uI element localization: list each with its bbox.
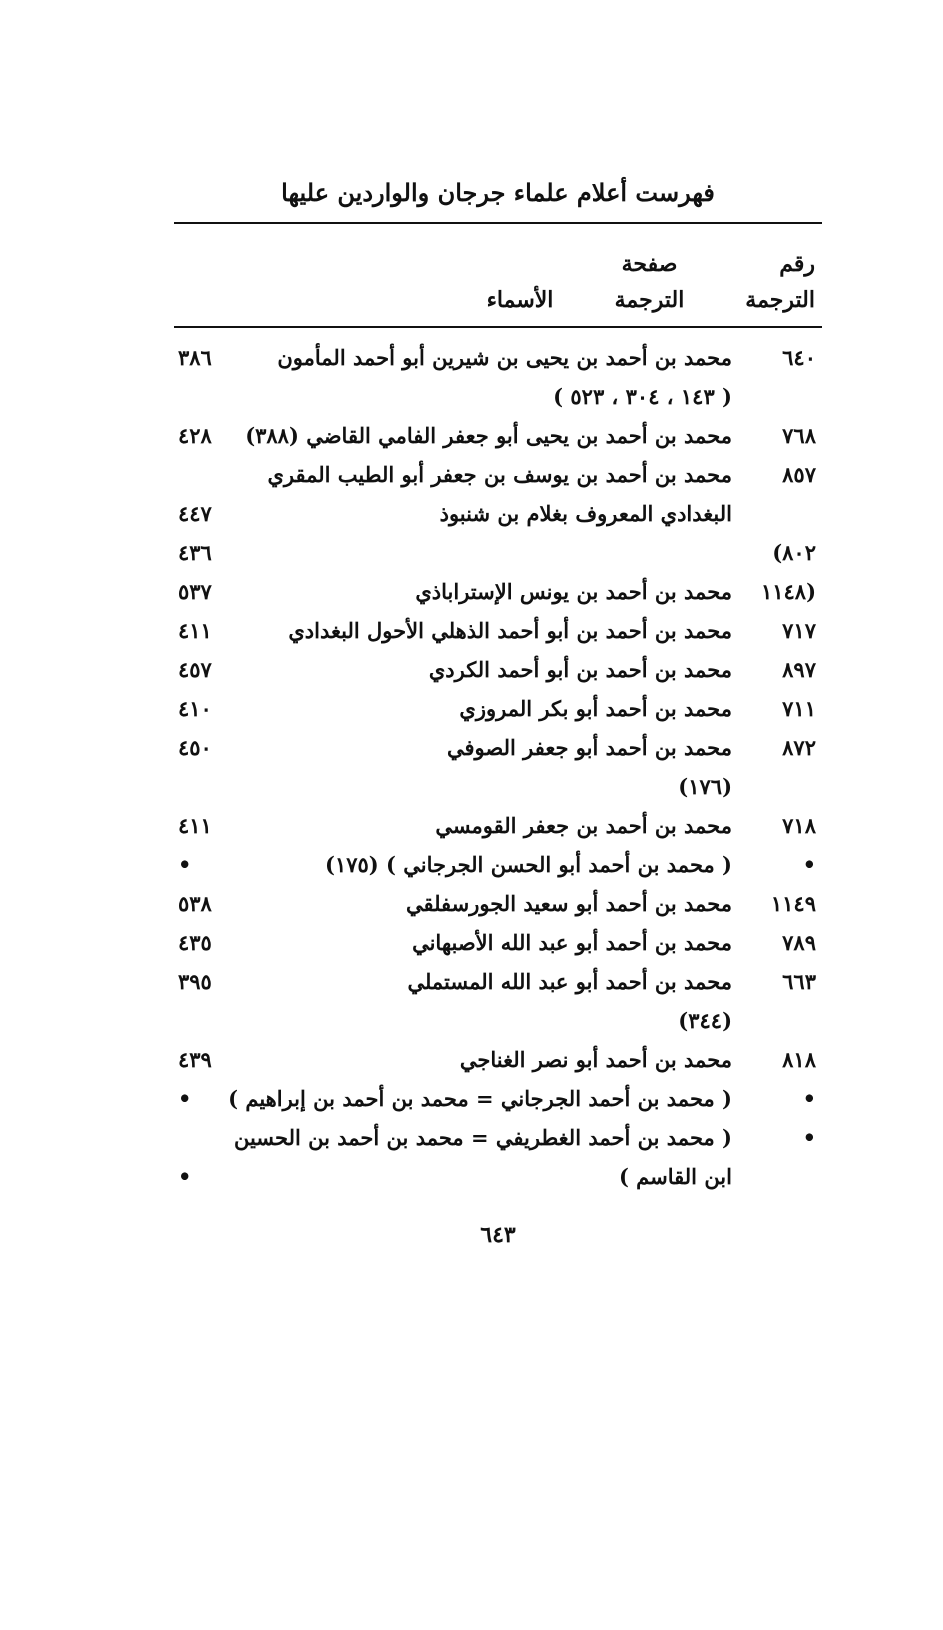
entry-page: ٤١١: [178, 813, 212, 838]
table-row: [174, 533, 822, 572]
table-row: [174, 455, 822, 494]
entry-page: ٥٣٨: [178, 891, 212, 916]
entry-page: ٣٨٦: [178, 345, 212, 370]
entry-number: ٧٨٩: [782, 930, 816, 955]
column-header-page-line1: صفحة: [621, 251, 678, 277]
table-row: [174, 1079, 822, 1118]
table-row: [174, 494, 822, 533]
entry-page: •: [178, 1164, 192, 1189]
entry-name: محمد بن أحمد أبو عبد الله الأصبهاني: [412, 930, 732, 955]
entry-number: ٨٠٢): [772, 540, 816, 565]
table-row: [174, 572, 822, 611]
entry-name: محمد بن أحمد بن أبو أحمد الكردي: [428, 657, 732, 682]
column-header-number-line2: الترجمة: [745, 287, 815, 313]
entry-number: ٨١٨: [782, 1047, 816, 1072]
entry-name: محمد بن أحمد أبو بكر المروزي: [459, 696, 732, 721]
entry-name: محمد بن أحمد أبو سعيد الجورسفلقي: [405, 891, 732, 916]
column-header-names: الأسماء: [486, 287, 554, 313]
table-row: [174, 416, 822, 455]
entry-name: محمد بن أحمد بن يحيى بن شيرين أبو أحمد المأمون: [277, 345, 732, 370]
table-row: [174, 1001, 822, 1040]
entry-page: ٤٣٩: [178, 1047, 212, 1072]
top-rule: [174, 222, 822, 224]
entry-page: ٤٣٥: [178, 930, 212, 955]
table-row: [174, 377, 822, 416]
entry-name: محمد بن أحمد بن يونس الإستراباذي: [415, 579, 732, 604]
entry-name: محمد بن أحمد أبو نصر الغناجي: [459, 1047, 732, 1072]
entry-number: ١١٤٩: [770, 891, 816, 916]
page-title: فهرست أعلام علماء جرجان والواردين عليها: [281, 178, 715, 207]
entry-name: محمد بن أحمد بن أبو أحمد الذهلي الأحول البغدادي: [288, 618, 732, 643]
entry-number: ٧١٧: [782, 618, 816, 643]
table-row: [174, 689, 822, 728]
table-row: [174, 923, 822, 962]
entry-page: ٤٤٧: [178, 501, 212, 526]
entry-name: محمد بن أحمد بن جعفر القومسي: [435, 813, 732, 838]
entry-page: ٤٥٧: [178, 657, 212, 682]
entry-name: محمد بن أحمد بن يوسف بن جعفر أبو الطيب المقري: [267, 462, 732, 487]
entry-number: ٧٦٨: [782, 423, 816, 448]
entry-number: ٨٧٢: [782, 735, 816, 760]
entry-name: محمد بن أحمد بن يحيى أبو جعفر الفامي القاضي (٣٨٨): [245, 423, 732, 448]
entry-name: محمد بن أحمد أبو عبد الله المستملي: [407, 969, 732, 994]
entry-number: •: [802, 1125, 816, 1150]
entry-name: ( ١٤٣ ، ٣٠٤ ، ٥٢٣ ): [553, 384, 732, 409]
entry-number: •: [802, 1086, 816, 1111]
entry-number: ٨٩٧: [782, 657, 816, 682]
entry-name: البغدادي المعروف بغلام بن شنبوذ: [439, 501, 732, 526]
table-row: [174, 806, 822, 845]
entry-page: ٤١٠: [178, 696, 212, 721]
table-row: [174, 845, 822, 884]
column-header-page-line2: الترجمة: [614, 287, 685, 313]
entry-page: ٥٣٧: [178, 579, 212, 604]
entry-name: ( محمد بن أحمد الجرجاني = محمد بن أحمد بن إبراهيم ): [228, 1086, 732, 1111]
table-row: [174, 1118, 822, 1157]
entry-number: ٦٦٣: [782, 969, 816, 994]
entry-name: ابن القاسم ): [618, 1164, 732, 1189]
entry-name: ( محمد بن أحمد أبو الحسن الجرجاني ) (١٧٥): [325, 852, 732, 877]
entry-page: ٤١١: [178, 618, 212, 643]
entry-name: ( محمد بن أحمد الغطريفي = محمد بن أحمد بن الحسين: [233, 1125, 732, 1150]
table-row: [174, 728, 822, 767]
entry-name: (١٧٦): [678, 774, 732, 799]
table-row: [174, 884, 822, 923]
entry-number: •: [802, 852, 816, 877]
entry-number: ٦٤٠: [782, 345, 816, 370]
entry-page: ٣٩٥: [178, 969, 212, 994]
entry-name: (٣٤٤): [678, 1008, 732, 1033]
table-row: [174, 650, 822, 689]
index-table: [174, 338, 822, 1196]
table-row: [174, 338, 822, 377]
table-row: [174, 1157, 822, 1196]
entry-page: ٤٣٦: [178, 540, 212, 565]
table-row: [174, 1040, 822, 1079]
table-row: [174, 962, 822, 1001]
entry-number: ٧١١: [782, 696, 816, 721]
table-row: [174, 767, 822, 806]
entry-page: •: [178, 1086, 192, 1111]
entry-page: ٤٢٨: [178, 423, 212, 448]
entry-page: •: [178, 852, 192, 877]
column-header-number-line1: رقم: [779, 251, 815, 277]
header-rule: [174, 326, 822, 328]
entry-number: (١١٤٨: [760, 579, 816, 604]
table-row: [174, 611, 822, 650]
entry-name: محمد بن أحمد أبو جعفر الصوفي: [446, 735, 732, 760]
entry-page: ٤٥٠: [178, 735, 212, 760]
entry-number: ٨٥٧: [782, 462, 816, 487]
entry-number: ٧١٨: [782, 813, 816, 838]
page-number: ٦٤٣: [480, 1222, 516, 1248]
